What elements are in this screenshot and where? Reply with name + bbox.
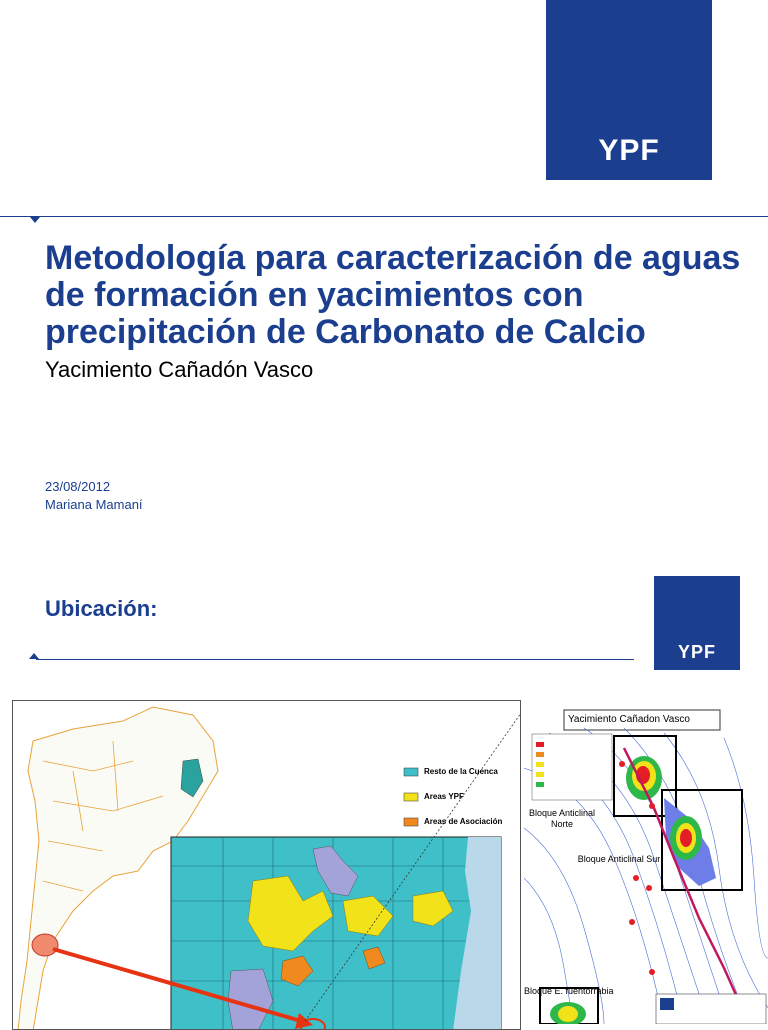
legend-label-ypf: Areas YPF — [424, 792, 464, 801]
block-label-norte: Bloque Anticlinal Norte — [528, 808, 596, 829]
legend-label-resto: Resto de la Cuenca — [424, 767, 498, 776]
regional-map — [12, 700, 521, 1030]
ypf-logo — [654, 576, 740, 670]
legend-swatch-ypf — [404, 793, 418, 801]
ypf-logo — [546, 0, 712, 180]
detail-legend-swatch — [536, 782, 544, 787]
presentation-date: 23/08/2012 — [45, 479, 111, 494]
ypf-logo-text: YPF — [677, 642, 716, 662]
presentation-title: Metodología para caracterización de aguas de formación en yacimientos con precipitación de Carbonato de Calcio — [45, 239, 741, 351]
regional-map-graphic — [13, 701, 521, 1030]
detail-title: Yacimiento Cañadon Vasco — [568, 714, 690, 725]
legend-label-asociacion: Areas de Asociación — [424, 817, 503, 826]
location-slide — [0, 560, 768, 1024]
legend-swatch-asociacion — [404, 818, 418, 826]
detail-legend-swatch — [536, 752, 544, 757]
presentation-author: Mariana Mamaní — [45, 497, 143, 512]
presentation-subtitle: Yacimiento Cañadón Vasco — [45, 357, 314, 382]
slide-heading: Ubicación: — [45, 596, 158, 621]
divider-marker-icon — [29, 653, 39, 659]
title-divider — [0, 216, 768, 217]
title-block-logo-icon — [660, 998, 674, 1010]
detail-legend-swatch — [536, 772, 544, 777]
divider-marker-icon — [30, 217, 40, 223]
field-detail-graphic — [524, 708, 768, 1024]
block-label-sur: Bloque Anticlinal Sur — [577, 854, 661, 864]
legend-swatch-resto — [404, 768, 418, 776]
detail-legend-swatch — [536, 742, 544, 747]
detail-legend-swatch — [536, 762, 544, 767]
location-marker — [32, 934, 58, 956]
heading-divider — [36, 659, 634, 660]
ypf-logo-text: YPF — [598, 134, 660, 167]
field-detail-map — [524, 708, 768, 1024]
block-label-fuentorrabia: Bloque E. fuentorrabia — [524, 986, 614, 996]
